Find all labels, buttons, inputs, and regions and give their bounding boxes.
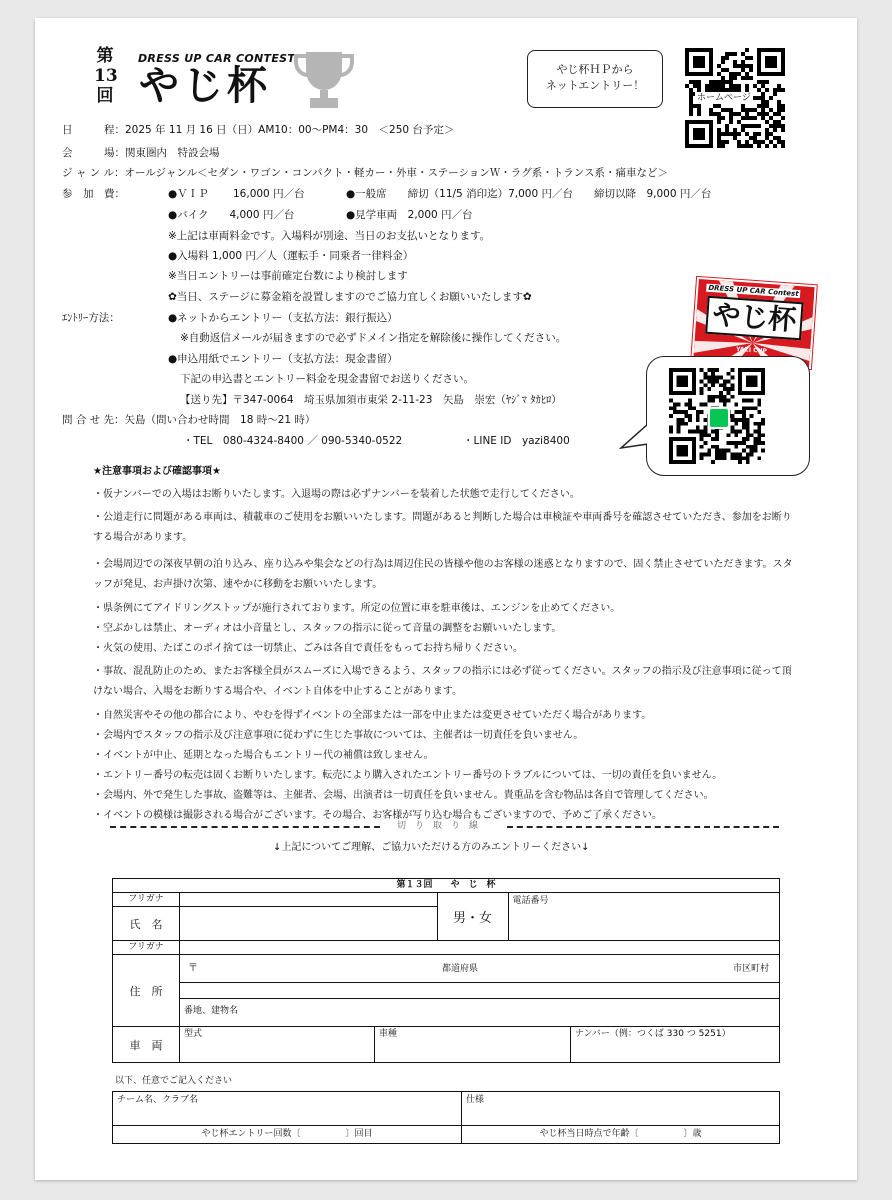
sticker-top-text: DRESS UP CAR Contest (708, 283, 799, 299)
address-furigana-field[interactable] (180, 941, 780, 955)
name-field[interactable] (180, 907, 438, 941)
phone-field[interactable]: 電話番号 (508, 893, 780, 941)
note-item: ・仮ナンバーでの入場はお断りいたします。入退場の際は必ずナンバーを装着した状態で走行してください。 (93, 489, 580, 500)
note-item: ・事故、混乱防止のため、またお客様全員がスムーズに入場できるよう、スタッフの指示には必ず従ってください。スタッフの指示及び注意事項に従って頂けない場合、入場をお断りする場合や、イベント自体を中止することがあります。 (93, 666, 792, 697)
note-donation: ✿当日、ステージに募金箱を設置しますのでご協力宜しくお願いいたします✿ (168, 291, 532, 303)
entry-count-field[interactable]: やじ杯エントリー回数〔 〕回目 (113, 1126, 462, 1144)
fee-vip: ●ＶＩＰ 16,000 円／台 (168, 188, 305, 200)
sticker-bottom-text: YAZI CUP (735, 345, 768, 355)
note-item: ・イベントが中止、延期となった場合もエントリー代の補償は致しません。 (93, 750, 434, 761)
note-item: ・会場周辺での深夜早朝の泊り込み、座り込みや集会などの行為は周辺住民の皆様や他のお客様の迷惑となりますので、固く禁止させていただきます。スタッフが発見、お声掛け次第、速やかに移動をお願いいたします。 (93, 559, 793, 590)
postal-mark: 〒 (188, 963, 198, 974)
contest-en-title: DRESS UP CAR CONTEST (138, 52, 296, 65)
cut-line-left (110, 826, 380, 828)
sticker-title: やじ杯 (705, 296, 803, 341)
note-item: ・県条例にてアイドリングストップが施行されております。所定の位置に車を駐車後は、エンジンを止めてください。 (93, 603, 621, 614)
optional-label: 以下、任意でご記入ください (115, 1076, 233, 1086)
date-row (62, 123, 454, 137)
date-value: 2025 年 11 月 16 日（日）AM10：00〜PM4：30 ＜250 台予定＞ (125, 124, 455, 136)
contact-line-id: ・LINE ID yazi8400 (463, 435, 570, 447)
entrance-fee: ●入場料 1,000 円／人（運転手・同乗者一律料金） (168, 250, 414, 262)
venue-row (62, 146, 220, 160)
fee-bike: ●バイク 4,000 円／台 (168, 209, 295, 221)
contact-value: 矢島（問い合わせ時間 18 時〜21 時） (124, 414, 316, 426)
homepage-qr-code[interactable] (685, 48, 785, 148)
address-line-field[interactable] (180, 955, 780, 983)
contact-label: 問 合 せ 先： (62, 414, 125, 426)
send-to-address: 【送り先】〒347-0064 埼玉県加須市東栄 2-11-23 矢島 崇宏（ﾔｼﾞﾏ ﾀｶﾋﾛ） (180, 394, 562, 406)
contact-row (62, 413, 315, 427)
fee-label: 参 加 費： (62, 188, 125, 200)
note-item: ・エントリー番号の転売は固くお断りいたします。転売により購入されたエントリー番号のトラブルについては、一切の責任を負いません。 (93, 770, 723, 781)
note-item: ・空ぶかしは禁止、オーディオは小音量とし、スタッフの指示に従って音量の調整をお願いいたします。 (93, 623, 562, 634)
vehicle-label: 車 両 (113, 1027, 180, 1063)
street-field[interactable]: 番地、建物名 (180, 999, 780, 1027)
qr-label: ホームページ (697, 93, 751, 103)
hp-box-line: ネットエントリー！ (545, 79, 645, 92)
genre-row (62, 166, 668, 180)
venue-label: 会 場： (62, 147, 125, 159)
address-line-2-field[interactable] (180, 983, 780, 999)
spec-field[interactable]: 仕様 (462, 1092, 780, 1126)
fee-general: ●一般席 締切（11/5 消印迄）7,000 円／台 締切以降 9,000 円／台 (346, 188, 712, 200)
team-field[interactable]: チーム名、クラブ名 (113, 1092, 462, 1126)
edition-char: 回 (96, 86, 114, 106)
name-furigana-field[interactable] (180, 893, 438, 907)
note-sameday-entry: ※当日エントリーは事前確定台数により検討します (168, 270, 408, 282)
bubble-tail (619, 422, 651, 458)
optional-form (112, 1091, 780, 1144)
contact-tel: ・TEL 080-4324-8400 ／ 090-5340-0522 (183, 435, 403, 447)
prefecture-label: 都道府県 (442, 964, 479, 974)
note-item: ・公道走行に問題がある車両は、積載車のご使用をお願いいたします。問題があると判断した場合は車検証や車両番号を確認させていただき、参加をお断りする場合があります。 (93, 512, 792, 543)
event-title: やじ杯 (139, 62, 271, 109)
note-item: ・イベントの模様は撮影される場合がございます。その場合、お客様が写り込む場合もございますので、予めご了承ください。 (93, 810, 662, 821)
name-label: 氏 名 (113, 907, 180, 941)
hp-entry-box (527, 50, 663, 108)
note-item: ・会場内、外で発生した事故、盗難等は、主催者、会場、出演者は一切責任を負いません。貴重品を含む物品は各自で管理してください。 (93, 790, 714, 801)
edition-char: 13 (94, 66, 118, 86)
note-item: ・会場内でスタッフの指示及び注意事項に従わずに生じた事故については、主催者は一切責任を負いません。 (93, 730, 584, 741)
entry-net-note: ※自動返信メールが届きますので必ずドメイン指定を解除後に操作してください。 (180, 332, 567, 344)
agree-line: ↓上記についてご理解、ご協力いただける方のみエントリーください↓ (273, 842, 590, 853)
gender-select[interactable]: 男・女 (437, 893, 508, 941)
cut-line-label: 切 り 取 り 線 (397, 821, 479, 831)
model-field[interactable]: 型式 (180, 1027, 375, 1063)
entry-net: ●ネットからエントリー（支払方法：銀行振込） (168, 312, 398, 324)
furigana-label: フリガナ (113, 893, 180, 907)
genre-value: オールジャンル＜セダン・ワゴン・コンパクト・軽カー・外車・ステーションＷ・ラグ系・トランス系・痛車など＞ (124, 167, 668, 179)
line-qr-code[interactable] (669, 368, 765, 464)
edition-number (94, 46, 116, 106)
genre-label: ジ ャ ン ル： (62, 167, 125, 179)
furigana-label: フリガナ (113, 941, 180, 955)
cut-line-right (507, 826, 779, 828)
venue-value: 関東圏内 特設会場 (125, 147, 220, 159)
line-logo-icon (708, 407, 730, 429)
form-title: 第１３回 や じ 杯 (113, 879, 780, 893)
city-label: 市区町村 (732, 964, 769, 974)
flyer-sheet (35, 18, 857, 1180)
note-vehicle-fee: ※上記は車両料金です。入場料が別途、当日のお支払いとなります。 (168, 230, 491, 242)
fee-visitor: ●見学車両 2,000 円／台 (346, 209, 473, 221)
notes-list (93, 488, 793, 829)
note-item: ・火気の使用、たばこのポイ捨ては一切禁止、ごみは各自で責任をもってお持ち帰りください。 (93, 643, 523, 654)
entry-method-label: ｴﾝﾄﾘｰ方法： (62, 312, 120, 324)
address-label: 住 所 (113, 955, 180, 1027)
entry-form (112, 878, 780, 1063)
date-label: 日 程： (62, 124, 125, 136)
car-type-field[interactable]: 車種 (375, 1027, 571, 1063)
notes-title: ★注意事項および確認事項★ (93, 466, 221, 477)
entry-paper-note: 下記の申込書とエントリー料金を現金書留でお送りください。 (180, 373, 474, 385)
trophy-icon (292, 48, 356, 112)
age-field[interactable]: やじ杯当日時点で年齢〔 〕歳 (462, 1126, 780, 1144)
note-item: ・自然災害やその他の都合により、やむを得ずイベントの全部または一部を中止または変更させていただく場合があります。 (93, 710, 652, 721)
edition-char: 第 (96, 46, 114, 66)
plate-field[interactable]: ナンバー（例：つくば 330 つ 5251） (571, 1027, 780, 1063)
entry-paper: ●申込用紙でエントリー（支払方法：現金書留） (168, 353, 398, 365)
hp-box-line: やじ杯ＨＰから (556, 63, 634, 76)
